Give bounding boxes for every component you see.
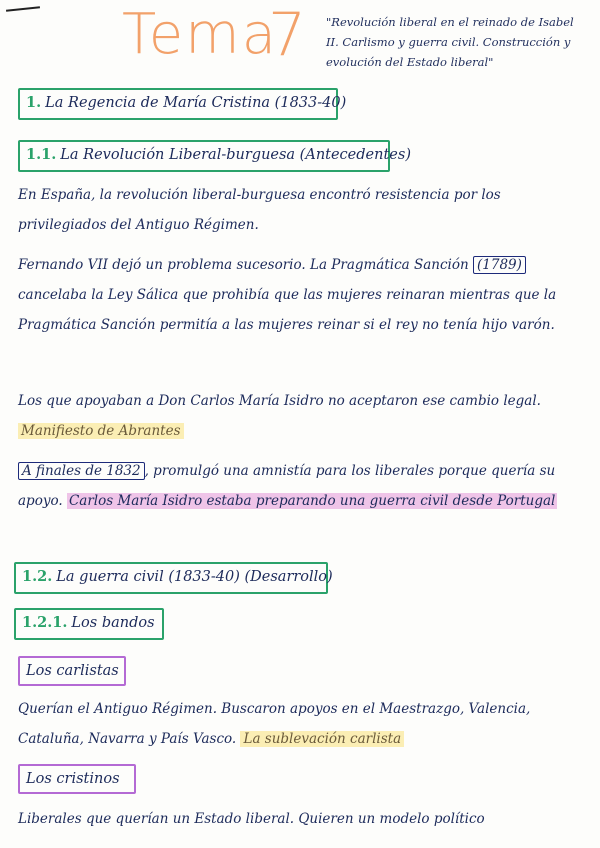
section-number: 1.2.1. [22,614,68,631]
section-number: 1.2. [22,568,53,585]
section-title: La Regencia de María Cristina (1833-40) [45,95,347,111]
paragraph-carlistas [18,694,584,754]
paragraph-carlos-support [18,386,584,446]
paragraph-resistance: En España, la revolución liberal-burguesa encontró resistencia por los privilegiados del Antiguo Régimen. [18,187,501,233]
section-1-1-heading [18,140,411,172]
date-box: A finales de 1832 [18,462,145,480]
group-carlistas-heading: Los carlistas [18,656,126,686]
highlight-manifesto: Manifiesto de Abrantes [18,423,184,439]
section-1-2-1-heading [14,608,164,640]
section-title: Los bandos [71,615,155,631]
topic-subtitle: "Revolución liberal en el reinado de Isabel II. Carlismo y guerra civil. Construcción y evolución del Estado liberal" [326,15,574,69]
paragraph-amnesty [18,456,584,516]
highlight-portugal: Carlos María Isidro estaba preparando una guerra civil desde Portugal [68,493,556,509]
section-1-2-heading [14,562,333,594]
paragraph-succession [18,250,584,340]
section-number: 1. [26,94,42,111]
group-cristinos-heading: Los cristinos [18,764,136,794]
section-1-heading [18,88,347,120]
section-number: 1.1. [26,146,57,163]
year-box: (1789) [473,256,526,274]
highlight-uprising: La sublevación carlista [240,731,404,747]
topic-number: 7 [268,0,307,70]
paragraph-cristinos: Liberales que querían un Estado liberal. Quieren un modelo político [18,811,485,827]
paragraph-text: Querían el Antiguo Régimen. Buscaron apoyos en el Maestrazgo, Valencia, Cataluña, Navarra y País Vasco. [18,701,531,747]
paragraph-text: Fernando VII dejó un problema sucesorio. La Pragmática Sanción [18,257,469,273]
page-title: Tema [122,2,279,67]
section-title: La Revolución Liberal-burguesa (Antecedentes) [60,147,411,163]
paragraph-text: , promulgó una amnistía para los liberales porque quería su apoyo. [18,463,556,509]
pen-mark [6,6,40,12]
paragraph-text: cancelaba la Ley Sálica que prohibía que las mujeres reinaran mientras que la Pragmática Sanción permitía a las mujeres reinar si el rey no tenía hijo varón. [18,287,557,333]
paragraph-text: Los que apoyaban a Don Carlos María Isidro no aceptaron ese cambio legal. [18,393,541,409]
section-title: La guerra civil (1833-40) (Desarrollo) [56,569,333,585]
